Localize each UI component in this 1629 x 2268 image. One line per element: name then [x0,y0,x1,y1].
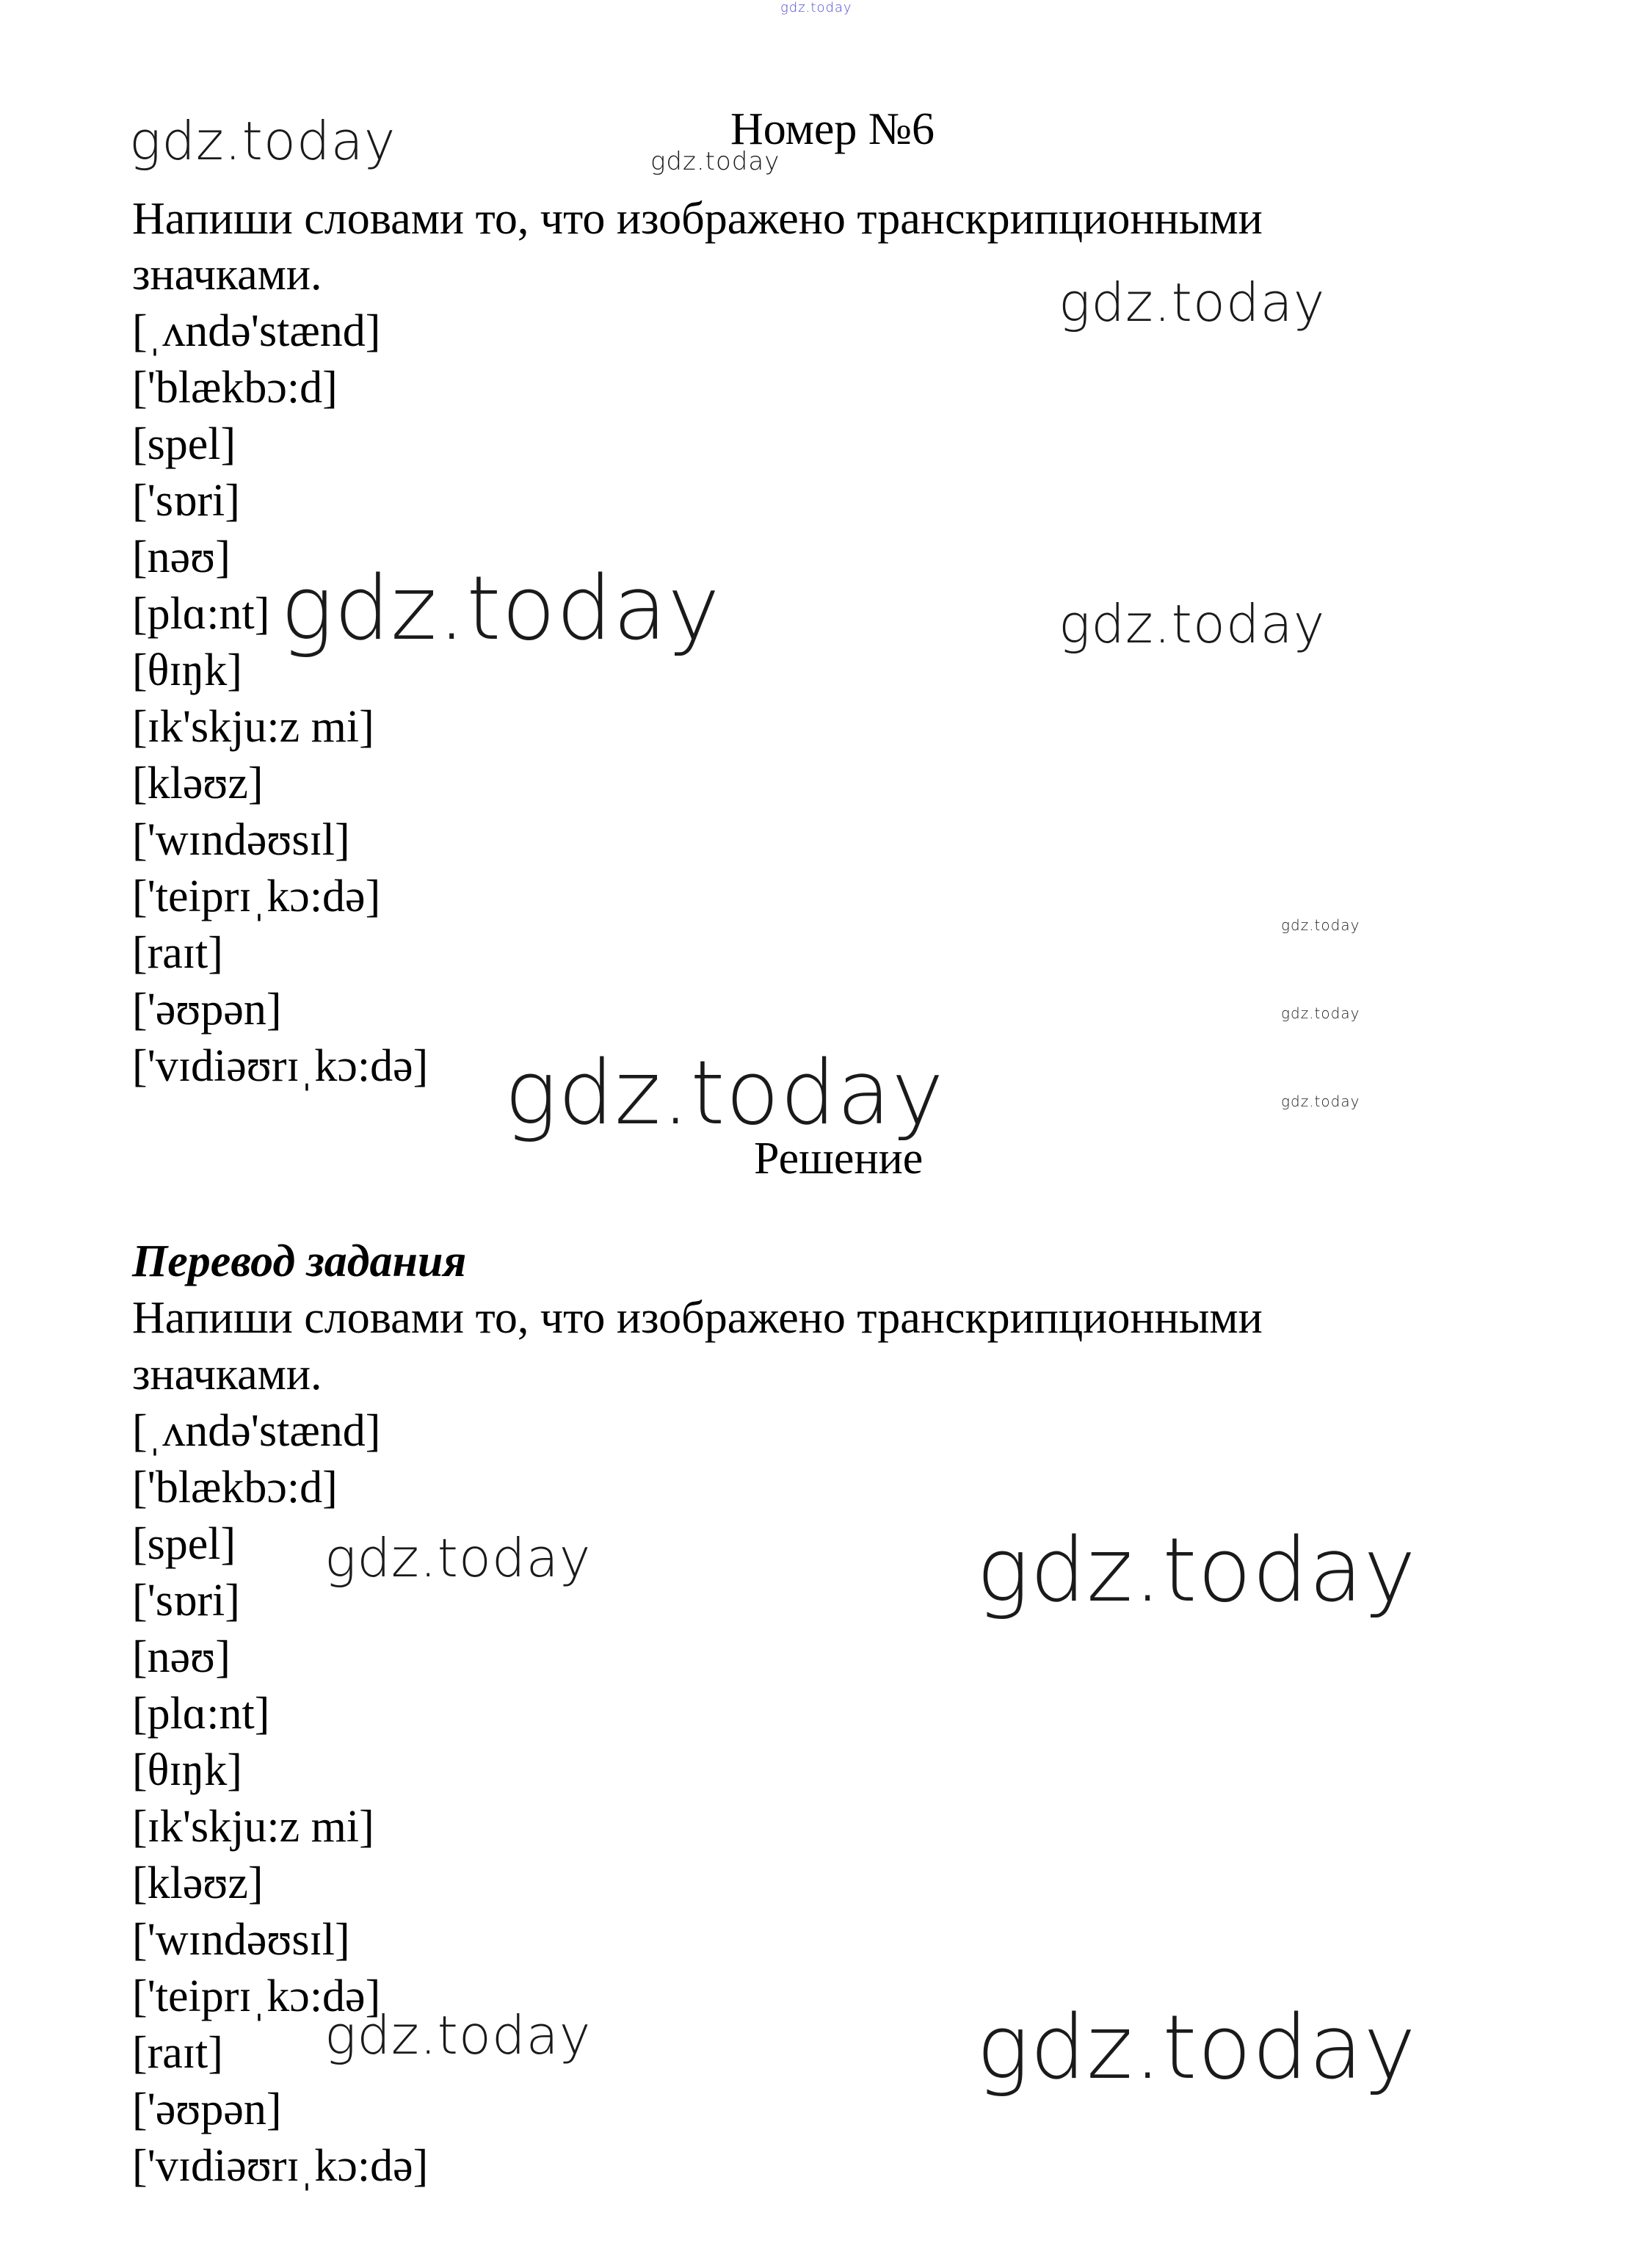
transcription-item: ['əʊpən] [132,985,282,1035]
task-instruction: значками. [132,250,322,300]
transcription-item: ['teiprɪˌkɔ:də] [132,1971,381,2021]
transcription-item: [plɑ:nt] [132,589,270,639]
task-instruction: Напиши словами то, что изображено транскрипционными [132,194,1263,244]
transcription-item: [ˌʌndə'stænd] [132,306,381,356]
transcription-item: ['vɪdiəʊrɪˌkɔ:də] [132,2141,429,2191]
transcription-item: [spel] [132,1519,236,1569]
transcription-item: ['blækbɔ:d] [132,1463,338,1512]
transcription-item: ['vɪdiəʊrɪˌkɔ:də] [132,1041,429,1091]
task-title: Номер №6 [730,104,935,154]
transcription-item: ['wɪndəʊsɪl] [132,815,350,865]
watermark: gdz.today [1281,1004,1360,1022]
transcription-item: ['wɪndəʊsɪl] [132,1915,350,1965]
transcription-item: [ɪk'skju:z mi] [132,1802,374,1852]
solution-instruction: Напиши словами то, что изображено транскрипционными [132,1293,1263,1343]
transcription-item: [θɪŋk] [132,1745,242,1795]
transcription-item: [raɪt] [132,928,223,978]
watermark: gdz.today [1281,916,1360,934]
transcription-item: ['sɒri] [132,1576,240,1626]
transcription-item: [ɪk'skju:z mi] [132,702,374,752]
transcription-item: [raɪt] [132,2028,223,2078]
transcription-item: [ˌʌndə'stænd] [132,1406,381,1456]
transcription-item: [spel] [132,419,236,469]
transcription-item: [nəʊ] [132,532,231,582]
watermark: gdz.today [504,1043,945,1145]
watermark: gdz.today [1281,1093,1360,1110]
transcription-item: ['sɒri] [132,476,240,526]
watermark: gdz.today [129,110,396,172]
watermark: gdz.today [976,1520,1417,1622]
watermark: gdz.today [976,1997,1417,2099]
solution-instruction: значками. [132,1349,322,1399]
watermark: gdz.today [1059,272,1326,333]
watermark: gdz.today [324,1527,592,1589]
watermark: gdz.today [280,558,721,660]
watermark-top: gdz.today [780,0,852,15]
transcription-item: [nəʊ] [132,1632,231,1682]
transcription-item: [θɪŋk] [132,645,242,695]
translation-heading: Перевод задания [132,1236,467,1286]
transcription-item: [kləʊz] [132,1858,264,1908]
transcription-item: [kləʊz] [132,758,264,808]
transcription-item: [plɑ:nt] [132,1689,270,1739]
solution-heading: Решение [754,1134,924,1184]
transcription-item: ['blækbɔ:d] [132,363,338,413]
transcription-item: ['teiprɪˌkɔ:də] [132,872,381,921]
watermark: gdz.today [1059,593,1326,655]
transcription-item: ['əʊpən] [132,2084,282,2134]
watermark: gdz.today [324,2004,592,2066]
watermark: gdz.today [650,147,780,176]
